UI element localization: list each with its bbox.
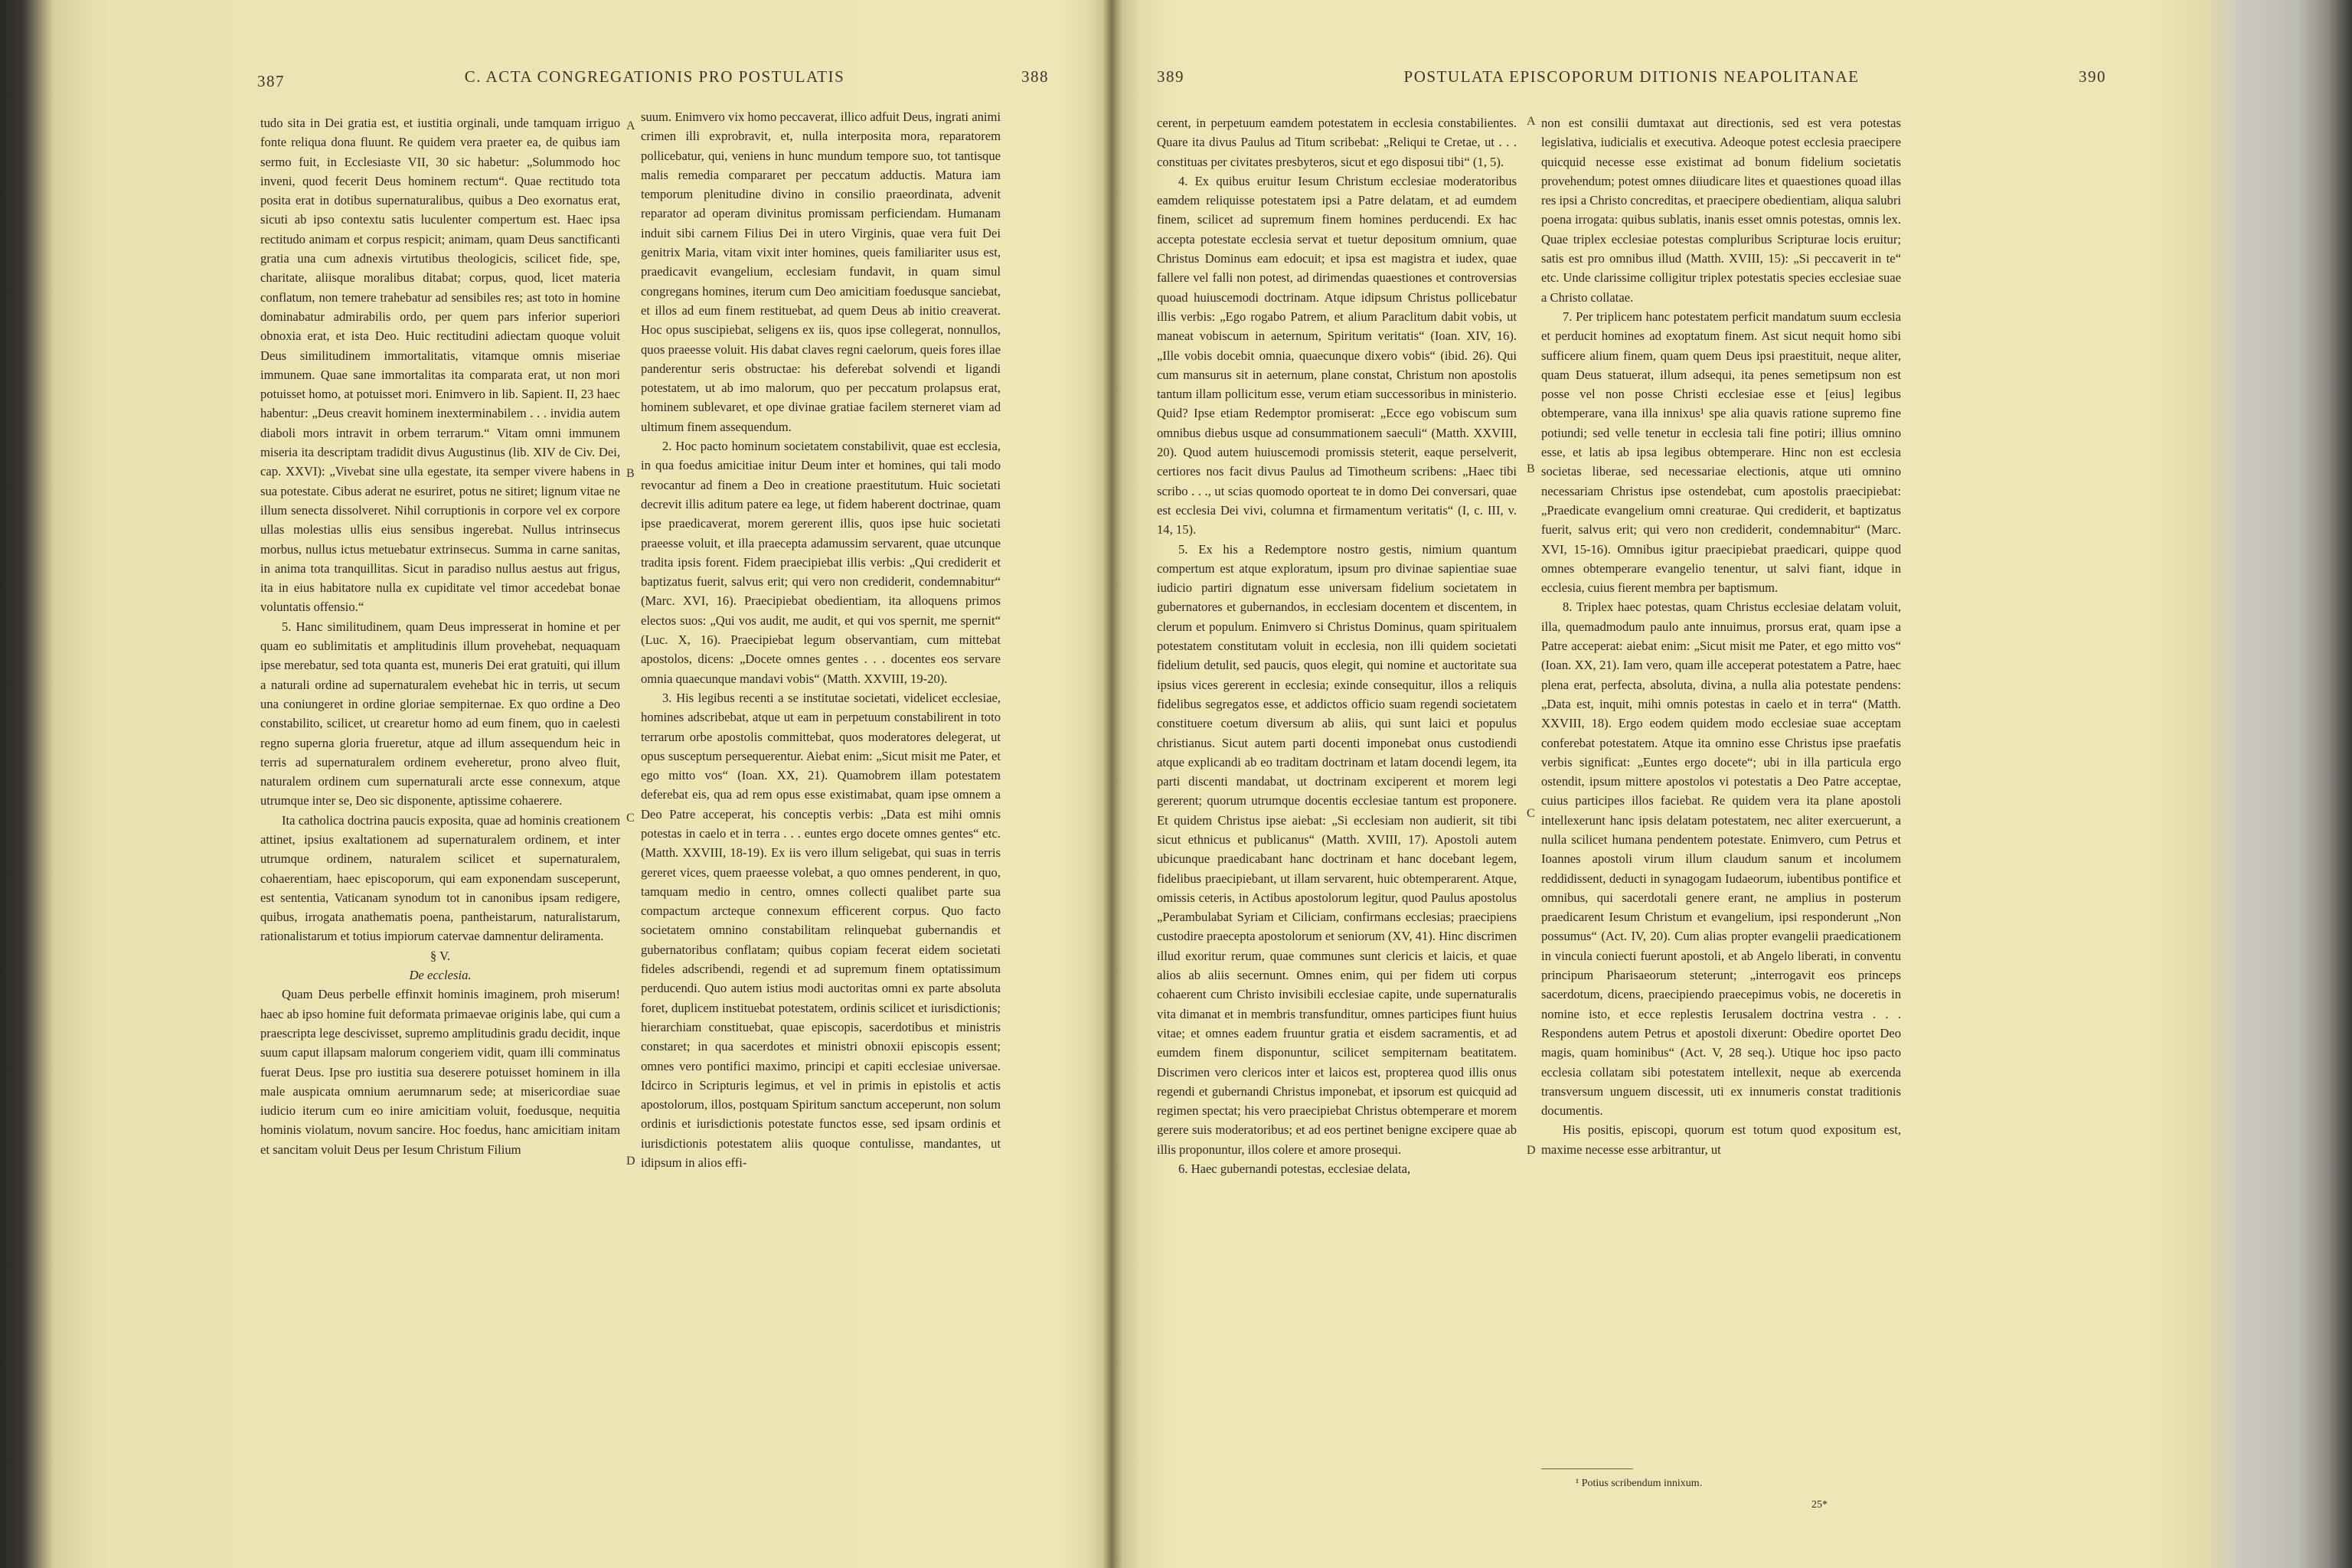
- paragraph: 5. Hanc similitudinem, quam Deus impresserat in homine et per quam eo sublimitatis et amplitudinis illum provehebat, nequaquam ipse merebatur, sed tota quanta est, muneris Dei erat gratuiti, qui illum a naturali ordine ad supernaturalem evehebat hic in terris, ut secum una coniungeret in ordine gloriae sempiternae. Ex quo ordine a Deo constabilito, scilicet, ut crearetur homo ad eum finem, quo in caelesti regno superna gloria frueretur, atque ad illum assequendum heic in terris ad supernaturalem ordinem eveheretur, prono alveo fluit, naturalem ordinem cum supernaturali arcte esse connexum, atque utrumque inter se, Deo sic disponente, aptissime cohaerere.: [260, 619, 620, 808]
- paragraph: 3. His legibus recenti a se institutae societati, videlicet ecclesiae, homines adscribebat, atque ut eam in perpetuum constabilirent in toto terrarum orbe apostolis committebat, quos moderatores delegerat, ut opus susceptum persequerentur. Aiebat enim: „Sicut misit me Pater, et ego mitto vos“ (Ioan. XX, 21). Quamobrem illam potestatem deferebat eis, qua ad rem opus esse existimabat, quam ipse omnem a Deo Patre acceperat, his conceptis verbis: „Data est mihi omnis potestas in caelo et in terra . . . euntes ergo docete omnes gentes“ etc. (Matth. XXVIII, 18-19). Ex iis vero illum seligebat, qui suas in terris gereret vices, quem praeesse volebat, a quo omnes penderent, in quo, tamquam medio in centro, omnes collecti qualibet parte sua compactum arcteque connexum efficerent corpus. Quo facto societatem omnino constabilitam relinquebat gubernandis et gubernatoribus conflatam; quibus copiam fecerat eidem societati fideles adscribendi, regendi et ad supremum finem optatissimum perducendi. Quo autem istius modi auctoritas omni ex parte absoluta foret, duplicem instituebat potestatem, ordinis scilicet et iurisdictionis; hierarchiam constituebat, quae episcopis, sacerdotibus et ministris constaret; in qua sacerdotes et ministri obnoxii episcopis essent; omnes vero pontifici maximo, principi et capiti ecclesiae universae. Idcirco in Scripturis legimus, et vel in primis in epistolis et actis apostolorum, illos, postquam Spiritum sanctum acceperunt, non solum ordinis et iurisdictionis potestate functos esse, sed ipsam ordinis et iurisdictionis potestatem aliis quoque contulisse, mandantes, ut idipsum in alios effi-: [641, 690, 1001, 1171]
- margin-mark: C: [1527, 807, 1535, 820]
- footnote: ¹ Potius scribendum innixum.: [1576, 1478, 1703, 1489]
- section-number: § V.: [430, 948, 451, 963]
- right-page: [1122, 0, 2210, 1568]
- section-title: De ecclesia.: [409, 968, 472, 983]
- paragraph: 7. Per triplicem hanc potestatem perficit mandatum suum ecclesia et perducit homines ad exoptatum finem. Ast sicut nequit homo sibi sufficere alium finem, quam quem Deus ipsi praestituit, neque aliter, quam Deus statuerat, illum adsequi, ita penes semetipsum non est posse vel non posse Christi ecclesiae esse et [eius] legibus obtemperare, vana illa innixus¹ spe alia quavis ratione supremo fine potiundi; sed velle tenetur in ecclesia tali fine potiri; illius omnino esse, et latis ab ipsa legibus obtemperare. Hinc non est ecclesia societas liberae, sed necessariae electionis, atque uti omnino necessariam Christus ipse ostendebat, cum apostolis praecipiebat: „Praedicate evangelium omni creaturae. Qui crediderit, et baptizatus fuerit, salvus erit; qui vero non crediderit, condemnabitur“ (Marc. XVI, 15-16). Omnibus igitur praecipiebat praedicari, quippe quod omnes obtemperare evangelio tenentur, ut salvi fiant, idque in ecclesia, cuius fierent membra per baptismum.: [1541, 309, 1901, 596]
- paragraph: 6. Haec gubernandi potestas, ecclesiae delata,: [1178, 1161, 1411, 1177]
- margin-mark: B: [1527, 462, 1535, 475]
- right-column-1: [1157, 113, 1517, 1514]
- paragraph: 5. Ex his a Redemptore nostro gestis, nimium quantum compertum est atque exploratum, ipsum pro divinae sapientiae suae iudicio partiri dignatum esse universam fidelium societatem in gubernatores et gubernandos, in ecclesiam docentem et discentem, in clerum et populum. Enimvero si Christus Dominus, quam spiritualem potestatem constitutam voluit in ecclesia, non illi quidem societati fidelium detulit, sed paucis, quos elegit, qui nomine et auctoritate sua ipsius vices gererent in ecclesia; exinde consequitur, illos a reliquis fidelibus segregatos esse, et addictos officio suam regendi societatem constituere coetum diversum ab aliis, qui sunt laici et populus christianus. Sicut autem parti docenti imponebat onus custodiendi atque explicandi ab eo traditam doctrinam et latam docendi legem, ita parti discenti mandabat, ut doctrinam exciperent et morem legi gererent; quorum utrumque docentis ecclesiae tantum est proponere. Et quidem Christus ipse aiebat: „Si ecclesiam non audierit, sit tibi sicut ethnicus et publicanus“ (Matth. XVIII, 17). Apostoli autem ubicunque praedicabant hanc doctrinam et hanc docebant legem, fidelibus praecipiebant, ut illam servarent, huic obtemperarent. Atque, omissis ceteris, in Actibus apostolorum legitur, quod Paulus apostolus „Perambulabat Syriam et Ciliciam, confirmans ecclesias; praecipiens custodire praecepta apostolorum et seniorum (XV, 41). Hinc discrimen illud exoritur rerum, quae communes sunt clericis et laicis, et quae alios ab aliis secernunt. Omnes enim, qui per fidem uti corpus cohaerent cum Christo invisibili ecclesiae capite, unde supernaturalis vita dimanat et in membris transfunditur, omnes participes fiunt huius vitae; et omnes eadem fruuntur gratia et eisdem sacramentis, et ad eumdem finem disponuntur, scilicet sempiternam beatitatem. Discrimen vero clericos inter et laicos est, propterea quod illis onus regendi et gubernandi Christus imponebat, et ipsorum est quicquid ad regimen spectat; his vero praecipiebat Christus obtemperare et morem gerere suis moderatoribus; et ad eos pertinet benigne excipere quae ab illis proponuntur, illos colere et amore prosequi.: [1157, 541, 1517, 1157]
- paragraph: 4. Ex quibus eruitur Iesum Christum ecclesiae moderatoribus eamdem reliquisse potestatem ipsi a Patre delatam, et ad eumdem finem, scilicet ad supremum finem homines perducendi. Ex hac accepta potestate ecclesia servat et tuetur depositum omnium, quae Christus Dominus eam edocuit; et ipsa est magistra et iudex, quae fallere vel falli non potest, ad dirimendas quaestiones et controversias quoad huiuscemodi doctrinam. Atque idipsum Christus pollicebatur illis verbis: „Ego rogabo Patrem, et alium Paraclitum dabit vobis, ut maneat vobiscum in aeternum, Spiritum veritatis“ (Ioan. XIV, 16). „Ille vobis docebit omnia, quaecunque dixero vobis“ (ibid. 26). Qui cum mansurus sit in aeternum, plane constat, Christum non apostolis tantum illam pollicitum esse, verum etiam successoribus in ministerio. Quid? Ipse etiam Redemptor promiserat: „Ecce ego vobiscum sum omnibus diebus usque ad consummationem saeculi“ (Matth. XXVIII, 20). Quod autem huiuscemodi promissis steterit, eaque perselverit, certiores nos facit divus Paulus ad Timotheum scribens: „Haec tibi scribo . . ., ut scias quomodo oporteat te in domo Dei conversari, quae est ecclesia Dei vivi, columna et firmamentum veritatis“ (I, c. III, v. 14, 15).: [1157, 173, 1517, 537]
- left-running-head: [257, 67, 1049, 98]
- left-running-title: C. ACTA CONGREGATIONIS PRO POSTULATIS: [464, 67, 845, 86]
- paragraph: Quam Deus perbelle effinxit hominis imaginem, proh miserum! haec ab ipso homine fuit deformata primaevae originis labe, qui cum a praescripta lege descivisset, supremo amplitudinis gradu decidit, inque suum caput illapsam malorum congeriem vidit, quam illi comminatus fuerat Deus. Ipse pro iustitia sua deserere potuisset hominem in illa male auspicata omnium aerumnarum sede; at misericordiae suae iudicio iterum cum eo inire amicitiam voluit, foedusque, nequitia hominis violatum, novum sancire. Hoc foedus, hanc amicitiam initam et sancitam voluit Deus per Iesum Christum Filium: [260, 987, 620, 1157]
- paragraph: non est consilii dumtaxat aut directionis, sed est vera potestas legislativa, iudicialis et executiva. Adeoque potest ecclesia praecipere quicquid necesse esse existimat ad bonum fidelium societatis provehendum; potest omnes diiudicare lites et quaestiones quoad illas res ipsi a Christo concreditas, et praecipere obedientiam, aliqua salubri poena irrogata: quibus sublatis, inanis esset omnis potestas, omnis lex. Quae triplex ecclesiae potestas compluribus Scripturae locis eruitur; satis est pro omnibus illud (Matth. XVIII, 15): „Si peccaverit in te“ etc. Unde clarissime colligitur triplex potestatis species ecclesiae suae a Christo collatae.: [1541, 116, 1901, 305]
- margin-mark: D: [1527, 1144, 1536, 1157]
- right-running-title: POSTULATA EPISCOPORUM DITIONIS NEAPOLITANAE: [1403, 67, 1860, 86]
- paragraph: suum. Enimvero vix homo peccaverat, illico adfuit Deus, ingrati animi crimen illi exprobravit, et, nulla interposita mora, reparatorem pollicebatur, qui, veniens in hunc mundum tempore suo, tot tantisque malis remedia compararet per peccatum adductis. Matura iam temporum plenitudine divino in consilio praeordinata, advenit reparator ad operam divinitus promissam perficiendam. Humanam induit sibi carnem Filius Dei in utero Virginis, quae vera fuit Dei genitrix Maria, vitam vixit inter homines, queis familiariter usus est, praedicavit evangelium, ecclesiam fundavit, in quam simul congregans homines, iterum cum Deo amicitiam foedusque sanciebat, et illos ad eum finem restituebat, ad quem Deus ab initio creaverat. Hoc opus suscipiebat, seligens ex iis, quos ipse collegerat, nonnullos, quos praeesse voluit. His dabat claves regni caelorum, queis fores illae panderentur seris obstructae: his deferebat solvendi et ligandi potestatem, ut ab imo malorum, quo per peccatum prolapsus erat, hominem sublevaret, et ope divinae gratiae facilem sterneret viam ad ultimum finem assequendum.: [641, 109, 1001, 434]
- left-column-1: [260, 113, 620, 1514]
- footnote-rule: [1541, 1468, 1633, 1469]
- margin-mark: A: [1527, 115, 1536, 128]
- page-number-389: 389: [1157, 67, 1184, 86]
- left-column-2: [641, 107, 1001, 1508]
- right-column-2: [1541, 113, 1901, 1461]
- margin-mark: A: [626, 119, 635, 132]
- left-page: [46, 0, 1102, 1568]
- page-number-388: 388: [1021, 67, 1049, 86]
- paragraph: His positis, episcopi, quorum est totum quod expositum est, maxime necesse esse arbitrantur, ut: [1541, 1122, 1901, 1157]
- margin-mark: C: [626, 812, 635, 825]
- page-number-387: 387: [257, 72, 285, 90]
- paragraph: 8. Triplex haec potestas, quam Christus ecclesiae delatam voluit, illa, quemadmodum paulo ante innuimus, prorsus erat, quam ipse a Patre acceperat: aiebat enim: „Sicut misit me Pater, et ego mitto vos“ (Ioan. XX, 21). Iam vero, quam ille acceperat potestatem a Patre, haec plena erat, perfecta, absoluta, divina, a nulla alia potestate pendens: „Data est, inquit, mihi omnis potestas in caelo et in terra“ (Matth. XXVIII, 18). Ergo eodem quidem modo ecclesiae suae acceptam conferebat potestatem. Atque ita omnino esse Christus ipse praefatis verbis significat: „Euntes ergo docete“; ubi in illa particula ergo ostendit, ipsum mittere apostolos vi potestatis a Deo Patre acceptae, cuius participes illos faciebat. Re quidem vera ita plane apostoli intellexerunt hanc ipsis delatam potestatem, nec aliter exercuerunt, a nulla scilicet humana pendentem potestate. Enimvero, cum Petrus et Ioannes apostoli virum illum claudum sanum et incolumem reddidissent, deducti in synagogam Iudaeorum, iubentibus pontifice et omnibus, qui sacerdotali genere erant, ne amplius in posterum praedicarent Iesum Christum et evangelium, ipsi responderunt „Non possumus“ (Act. IV, 20). Cum alias propter evangelii praedicationem in vincula coniecti fuerunt apostoli, et ab Angelo liberati, in conventu principum Pharisaeorum steterunt; „interrogavit eos princeps sacerdotum, dicens, praecipiendo praecepimus vobis, ne doceretis in nomine isto, et ecce replestis Ierusalem doctrina vestra . . . Respondens autem Petrus et apostoli dixerunt: Obedire oportet Deo magis, quam hominibus“ (Act. V, 28 seq.). Utique hoc ipso pacto ecclesia collatam sibi potestatem intellexit, neque ab exercenda transversum unguem discessit, uti ex innumeris constat traditionis documentis.: [1541, 599, 1901, 1119]
- margin-mark: D: [626, 1155, 635, 1168]
- paragraph: cerent, in perpetuum eamdem potestatem in ecclesia constabilientes. Quare ita divus Paulus ad Titum scribebat: „Reliqui te Cretae, ut . . . constituas per civitates presbyteros, sicut et ego disposui tibi“ (1, 5).: [1157, 116, 1517, 169]
- paragraph: Ita catholica doctrina paucis exposita, quae ad hominis creationem attinet, ipsius exaltationem ad supernaturalem ordinem, et inter utrumque ordinem, naturalem scilicet et supernaturalem, cohaerentiam, haec episcoporum, qui eam exponendam susceperunt, est sententia, Vaticanam synodum tot in canonibus ipsam redigere, quibus, irrogata anathematis poena, pantheistarum, naturalistarum, rationalistarum et totius impiorum catervae damnentur deliramenta.: [260, 812, 620, 944]
- signature-mark: 25*: [1811, 1499, 1828, 1511]
- paragraph: tudo sita in Dei gratia est, et iustitia orginali, unde tamquam irriguo fonte reliqua dona fluunt. Re quidem vera praeter ea, de quibus iam sermo fuit, in Ecclesiaste VII, 30 sic habetur: „Solummodo hoc inveni, quod fecerit Deus hominem rectum“. Quae rectitudo tota posita erat in dotibus supernaturalibus, quibus a Deo exornatus erat, sicuti ab ipso contextu satis luculenter compertum est. Haec ipsa rectitudo animam et corpus respicit; animam, quam Deus sanctificanti gratia una cum adnexis virtutibus theologicis, scilicet fide, spe, charitate, aliisque moralibus ditabat; corpus, quod, licet materia conflatum, non temere trahebatur ad sensibiles res; ast toto in homine dominabatur admirabilis ordo, per quem pars inferior superiori obnoxia erat, et ista Deo. Huic rectitudini adiectam quoque voluit Deus similitudinem immortalitatis, vitamque omnis miseriae immunem. Quae sane immortalitas ita comparata erat, ut non mori potuisset homo, at potuisset mori. Enimvero in lib. Sapient. II, 23 haec habentur: „Deus creavit hominem inexterminabilem . . . invidia autem diaboli mors intravit in orbem terrarum.“ Vitam omni immunem miseria ita descriptam tradidit divus Augustinus (lib. XIV de Civ. Dei, cap. XXVI): „Vivebat sine ulla egestate, ita semper vivere habens in sua potestate. Cibus aderat ne esuriret, potus ne sitiret; lignum vitae ne illum senecta dissolveret. Nihil corruptionis in corpore vel ex corpore ullas molestias ullis eius sensibus ingerebat. Nullus intrinsecus morbus, nullus ictus metuebatur extrinsecus. Summa in carne sanitas, in anima tota tranquillitas. Sicut in paradiso nullus aestus aut frigus, ita in eius habitatore nulla ex cupiditate vel timor accedebat bonae voluntatis offensio.“: [260, 116, 620, 615]
- page-number-390: 390: [2079, 67, 2106, 86]
- right-running-head: [1157, 67, 2106, 98]
- paragraph: 2. Hoc pacto hominum societatem constabilivit, quae est ecclesia, in qua foedus amicitiae initur Deum inter et homines, qui tali modo revocantur ad finem a Deo in creatione praestitutum. Huic societati decrevit illis aditum patere ea lege, ut fidem haberent doctrinae, quam ipse praedicaverat, morem gererent illis, quos ipse huic societati praeesse voluit, et illa praecepta adamussim servarent, quae utcunque tradita ipsis forent. Fidem praecipiebat illis verbis: „Qui crediderit et baptizatus fuerit, salvus erit; qui vero non crediderit, condemnabitur“ (Marc. XVI, 16). Praecipiebat obedientiam, ita alloquens primos electos suos: „Qui vos audit, me audit, et qui vos spernit, me spernit“ (Luc. X, 16). Praecipiebat legum observantiam, cum mittebat apostolos, dicens: „Docete omnes gentes . . . docentes eos servare omnia quaecunque mandavi vobis“ (Matth. XXVIII, 19-20).: [641, 439, 1001, 686]
- margin-mark: B: [626, 467, 635, 480]
